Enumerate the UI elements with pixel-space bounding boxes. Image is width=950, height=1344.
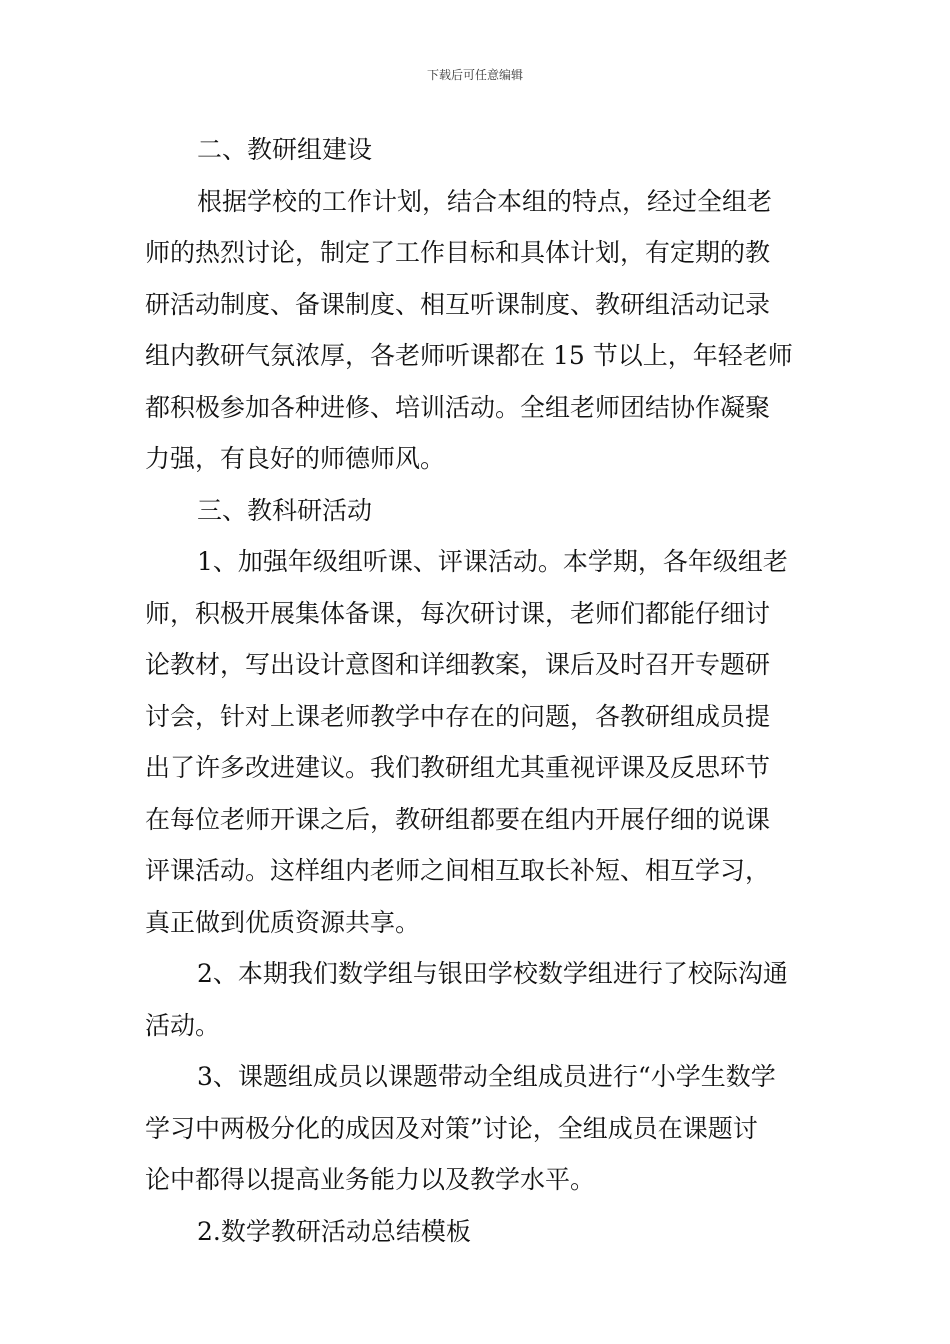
text-line: 3、课题组成员以课题带动全组成员进行“小学生数学: [197, 1062, 776, 1091]
text-line: 论中都得以提高业务能力以及教学水平。: [145, 1165, 596, 1194]
document-body: [145, 124, 810, 1257]
text-line: 学习中两极分化的成因及对策”讨论，全组成员在课题讨: [145, 1113, 758, 1143]
text-line: 组内教研气氛浓厚，各老师听课都在 15 节以上，年轻老师: [145, 341, 793, 370]
text-line: 都积极参加各种进修、培训活动。全组老师团结协作凝聚: [145, 392, 771, 422]
text-line: 师，积极开展集体备课，每次研讨课，老师们都能仔细讨: [145, 598, 771, 628]
text-line: 2、本期我们数学组与银田学校数学组进行了校际沟通: [197, 959, 788, 988]
text-line: 在每位老师开课之后，教研组都要在组内开展仔细的说课: [145, 804, 771, 834]
text-line: 论教材，写出设计意图和详细教案，课后及时召开专题研: [145, 650, 771, 679]
text-line: 出了许多改进建议。我们教研组尤其重视评课及反思环节: [145, 753, 771, 782]
text-line: 三、教科研活动: [197, 495, 373, 525]
text-line: 真正做到优质资源共享。: [145, 907, 421, 937]
text-line: 研活动制度、备课制度、相互听课制度、教研组活动记录: [145, 289, 771, 319]
text-line: 活动。: [145, 1010, 221, 1040]
header-note: 下载后可任意编辑: [426, 68, 523, 82]
text-line: 2.数学教研活动总结模板: [197, 1216, 471, 1246]
text-line: 根据学校的工作计划，结合本组的特点，经过全组老: [197, 186, 773, 216]
text-line: 讨会，针对上课老师教学中存在的问题，各教研组成员提: [145, 701, 771, 731]
text-line: 评课活动。这样组内老师之间相互取长补短、相互学习，: [145, 856, 771, 885]
text-line: 师的热烈讨论，制定了工作目标和具体计划，有定期的教: [145, 238, 771, 267]
text-line: 1、加强年级组听课、评课活动。本学期，各年级组老: [197, 547, 788, 576]
text-line: 二、教研组建设: [197, 135, 373, 164]
text-line: 力强，有良好的师德师风。: [145, 444, 446, 473]
